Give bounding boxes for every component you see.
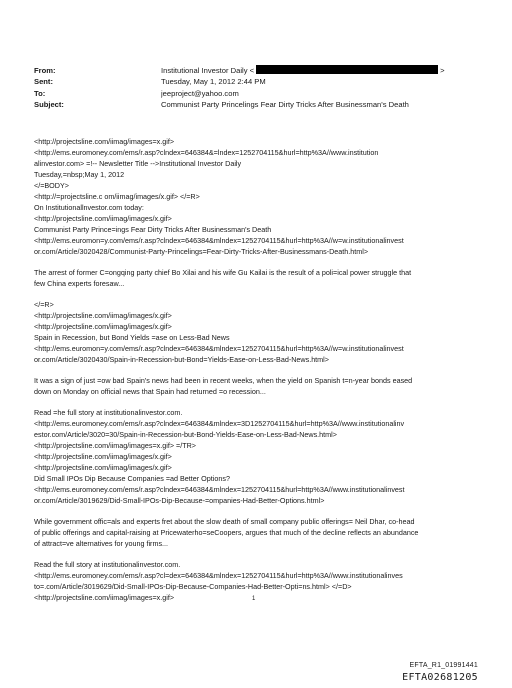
body-line: <http://ems.euromoney.com/ems/r.asp?clndex=646384&mlndex=1252704115&hurl=http%3A//www.institutionalinvest: [34, 485, 405, 494]
body-line: Did Small IPOs Dip Because Companies =ad Better Options?: [34, 474, 230, 483]
sent-label: Sent:: [34, 77, 53, 87]
to-label: To:: [34, 88, 46, 98]
to-row: [34, 88, 484, 99]
body-line: <http://=projectsline.c om/iimag/images/x.gif> </=R>: [34, 192, 200, 201]
page-number: 1: [252, 596, 256, 602]
efta-reference-large: EFTA02681205: [402, 672, 478, 683]
body-line: Spain in Recession, but Bond Yields =ase on Less-Bad News: [34, 333, 230, 342]
body-line: <http://ems.euromon=y.com/ems/r.asp?clndex=646384&mlndex=1252704115&hurl=http%3A//w=w.institutionalinvest: [34, 236, 404, 245]
subject-row: [34, 99, 484, 110]
body-line: </=BODY>: [34, 181, 69, 190]
from-label: From:: [34, 66, 56, 75]
body-line: <http://ems.euromoney.com/ems/r.asp?cl=dex=646384&mlndex=1252704115&hurl=http%3A//www.institutionalinves: [34, 571, 403, 580]
body-line: estor.com/Article/3020=30/Spain-in-Recession-but-Bond-Yields-Ease-on-Less-Bad-News.html>: [34, 430, 337, 439]
body-line: <http://projectsline.com/iimag/images=x.gif>: [34, 593, 175, 602]
body-line: <http://projectsline.com/iimag/images=x.gif> =/TR>: [34, 441, 196, 450]
body-line: or.com/Article/3020430/Spain-in-Recession-but-Bond=Yields-Ease-on-Less-Bad-News.html>: [34, 355, 329, 364]
sent-value: Tuesday, May 1, 2012 2:44 PM: [161, 77, 266, 87]
body-line: alinvestor.com> =!-- Newsletter Title -->Institutional Investor Daily: [34, 159, 242, 168]
body-line: <http://projectsline.com/iimag/images/x.gif>: [34, 214, 172, 223]
body-line: few China experts foresaw...: [34, 279, 125, 288]
subject-value: Communist Party Princelings Fear Dirty Tricks After Businessman's Death: [161, 99, 409, 109]
paragraph-gap: [34, 397, 484, 407]
body-line: Read =he full story at institutionalinvestor.com.: [34, 408, 183, 417]
to-value: jeeproject@yahoo.com: [161, 88, 239, 98]
body-line: <http://projectsline.com/iimag/images/x.gif>: [34, 322, 172, 331]
body-line: of attract=ve alternatives for young firms...: [34, 539, 169, 548]
body-line: to=.com/Article/3019629/Did-Small-IPOs-Dip-Because-Companies-Had-Better-Opti=ns.html> </=D>: [34, 582, 352, 591]
body-line: <http://ems.euromoney.com/ems/r.asp?clndex=646384&=lndex=1252704115&hurl=http%3A//www.institution: [34, 148, 379, 157]
email-header: [34, 65, 484, 110]
body-line: Read the full story at institutionalinvestor.com.: [34, 560, 181, 569]
from-suffix: >: [440, 66, 445, 75]
subject-label: Subject:: [34, 99, 64, 109]
body-line: While government offic=als and experts fret about the slow death of small company public offerings= Neil Dhar, co-head: [34, 517, 415, 526]
email-body: [34, 136, 484, 603]
body-line: or.com/Article/3019629/Did-Small-IPOs-Dip-Because-=ompanies-Had-Better-Options.html>: [34, 496, 325, 505]
body-line: <http://ems.euromon=y.com/ems/r.asp?clndex=646384&mlndex=1252704115&hurl=http%3A//w=w.institutionalinvest: [34, 344, 404, 353]
body-line: of public offerings and capital-raising at Pricewaterho=seCoopers, argues that much of the decline reflects an abundance: [34, 528, 419, 537]
body-line: <http://projectsline.com/iimag/images/x.gif>: [34, 452, 172, 461]
paragraph-gap: [34, 365, 484, 375]
sent-row: [34, 76, 484, 87]
paragraph-gap: [34, 289, 484, 299]
efta-reference-small: EFTA_R1_01991441: [409, 662, 478, 669]
body-line: It was a sign of just =ow bad Spain's news had been in recent weeks, when the yield on Spanish t=n-year bonds eased: [34, 376, 413, 385]
body-line: <http://projectsline.com/iimag/images/x.gif>: [34, 311, 172, 320]
body-line: </=R>: [34, 300, 54, 309]
body-line: On Institutionallnvestor.com today:: [34, 203, 144, 212]
body-line: <http://ems.euromoney.com/ems/r.asp?clndex=646384&mlndex=3D1252704115&hurl=http%3A//www.institutionalinv: [34, 419, 405, 428]
body-line: <http://projectsline.com/iimag/images/x.gif>: [34, 463, 172, 472]
from-value: Institutional Investor Daily <: [161, 66, 255, 75]
redaction-bar: [256, 65, 438, 74]
body-line: Communist Party Prince=ings Fear Dirty Tricks After Businessman's Death: [34, 225, 272, 234]
body-line: or.com/Article/3020428/Communist-Party-Princelings=Fear-Dirty-Tricks-After-Businessmans-Death.html>: [34, 247, 369, 256]
body-line: down on Monday on official news that Spain had returned =o recession...: [34, 387, 266, 396]
body-line: The arrest of former C=ongqing party chief Bo Xilai and his wife Gu Kailai is the result of a poli=ical power struggle that: [34, 268, 412, 277]
body-line: <http://projectsline.com/iimag/images=x.gif>: [34, 137, 175, 146]
paragraph-gap: [34, 506, 484, 516]
from-row: [34, 65, 484, 76]
paragraph-gap: [34, 549, 484, 559]
body-line: Tuesday,=nbsp;May 1, 2012: [34, 170, 125, 179]
paragraph-gap: [34, 257, 484, 267]
